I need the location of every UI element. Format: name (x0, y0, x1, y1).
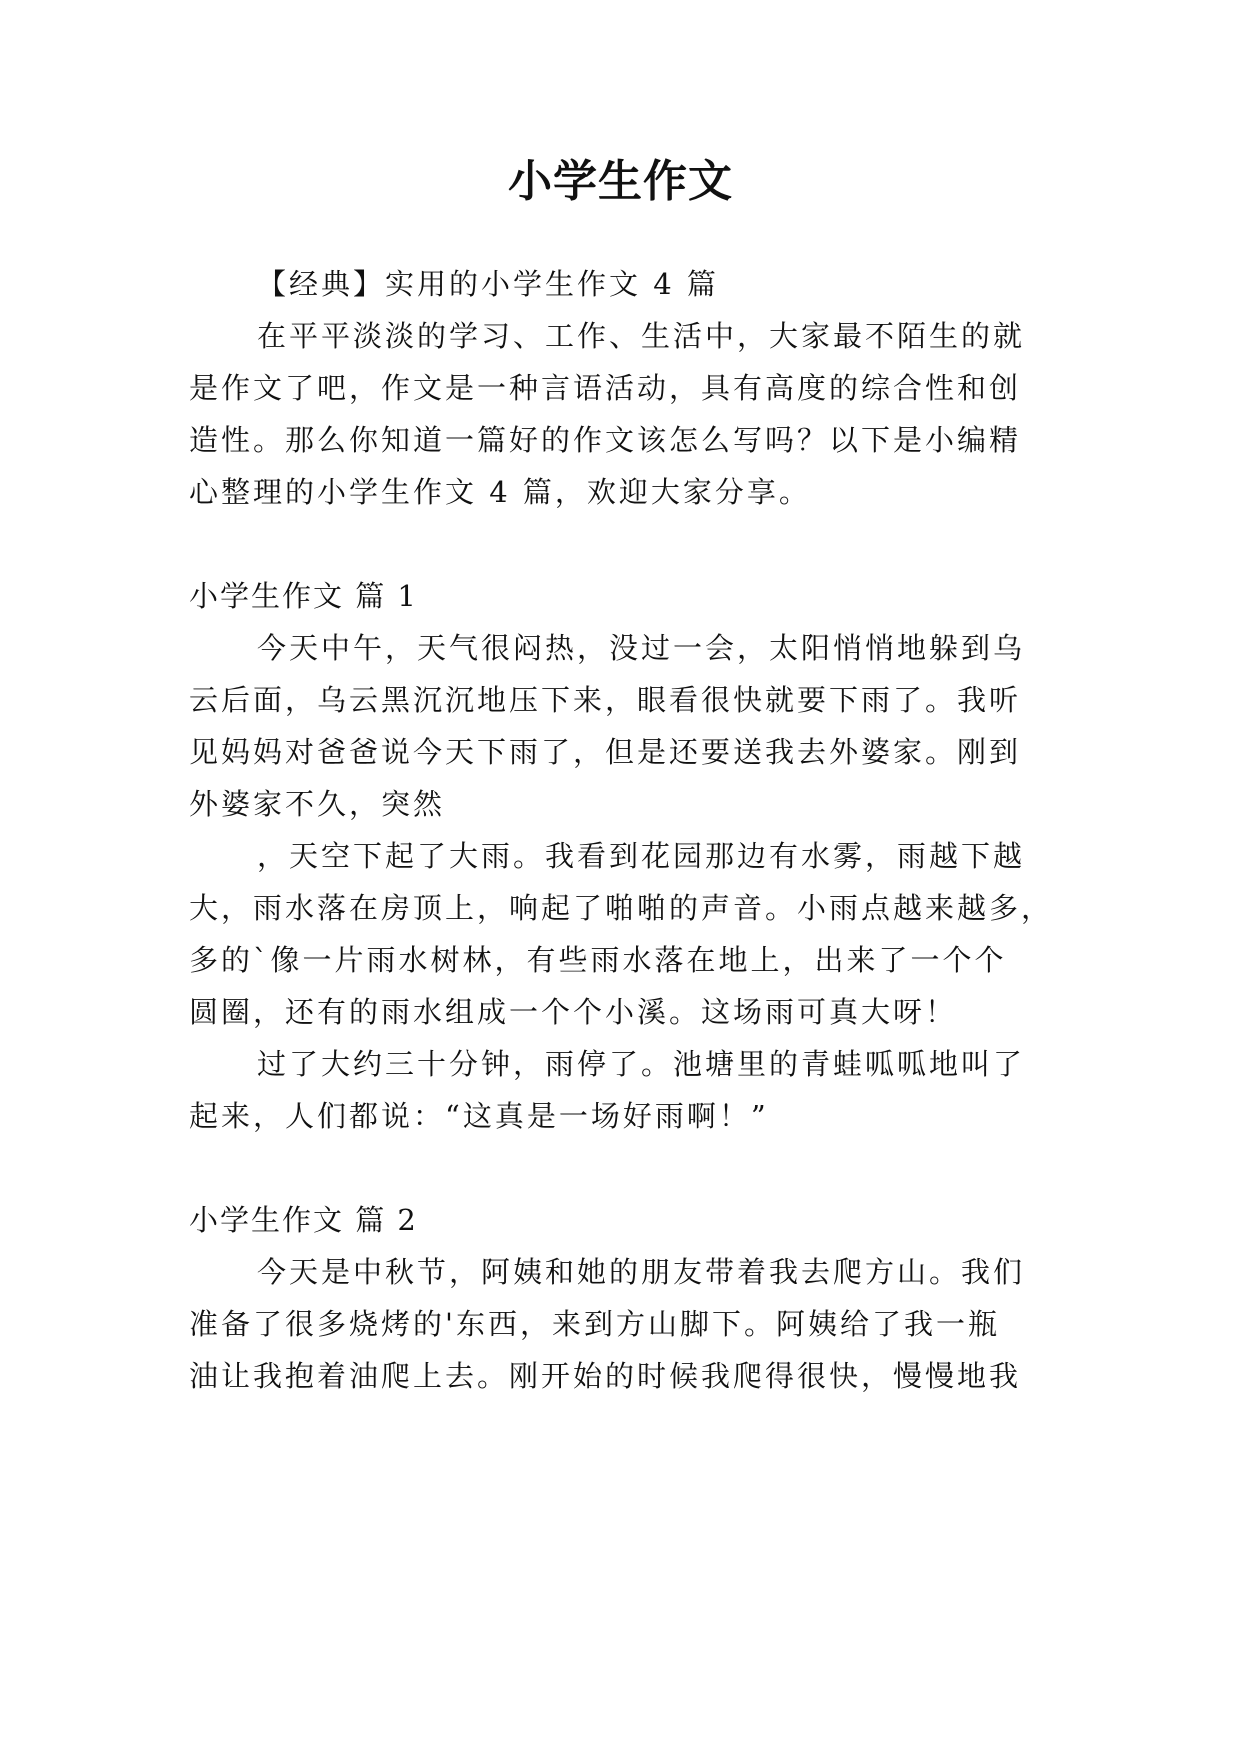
essay-1-line: 圆圈，还有的雨水组成一个个小溪。这场雨可真大呀！ (189, 995, 958, 1029)
essay-1-line: 今天中午，天气很闷热，没过一会，太阳悄悄地躲到乌 (257, 631, 1026, 665)
intro-line: 在平平淡淡的学习、工作、生活中，大家最不陌生的就 (257, 319, 1026, 353)
section-heading-2: 小学生作文 篇 2 (189, 1203, 418, 1237)
intro-line: 造性。那么你知道一篇好的作文该怎么写吗？以下是小编精 (189, 423, 1022, 457)
section-heading-1: 小学生作文 篇 1 (189, 579, 418, 613)
essay-2-line: 油让我抱着油爬上去。刚开始的时候我爬得很快，慢慢地我 (189, 1359, 1022, 1393)
document-title: 小学生作文 (508, 156, 733, 207)
essay-2-line: 准备了很多烧烤的'东西，来到方山脚下。阿姨给了我一瓶 (189, 1307, 1000, 1341)
intro-line: 是作文了吧，作文是一种言语活动，具有高度的综合性和创 (189, 371, 1022, 405)
essay-1-line: ，天空下起了大雨。我看到花园那边有水雾，雨越下越 (257, 839, 1026, 873)
essay-1-line: 起来，人们都说：“这真是一场好雨啊！” (189, 1099, 769, 1133)
intro-line: 心整理的小学生作文 4 篇，欢迎大家分享。 (189, 475, 811, 509)
essay-1-line: 大，雨水落在房顶上，响起了啪啪的声音。小雨点越来越多， (189, 891, 1054, 925)
article-subtitle: 【经典】实用的小学生作文 4 篇 (257, 267, 719, 301)
essay-1-line: 多的`像一片雨水树林，有些雨水落在地上，出来了一个个 (189, 943, 1007, 977)
essay-1-line: 外婆家不久，突然 (189, 787, 446, 821)
essay-1-line: 过了大约三十分钟，雨停了。池塘里的青蛙呱呱地叫了 (257, 1047, 1026, 1081)
essay-1-line: 云后面，乌云黑沉沉地压下来，眼看很快就要下雨了。我听 (189, 683, 1022, 717)
essay-2-line: 今天是中秋节，阿姨和她的朋友带着我去爬方山。我们 (257, 1255, 1026, 1289)
essay-1-line: 见妈妈对爸爸说今天下雨了，但是还要送我去外婆家。刚到 (189, 735, 1022, 769)
